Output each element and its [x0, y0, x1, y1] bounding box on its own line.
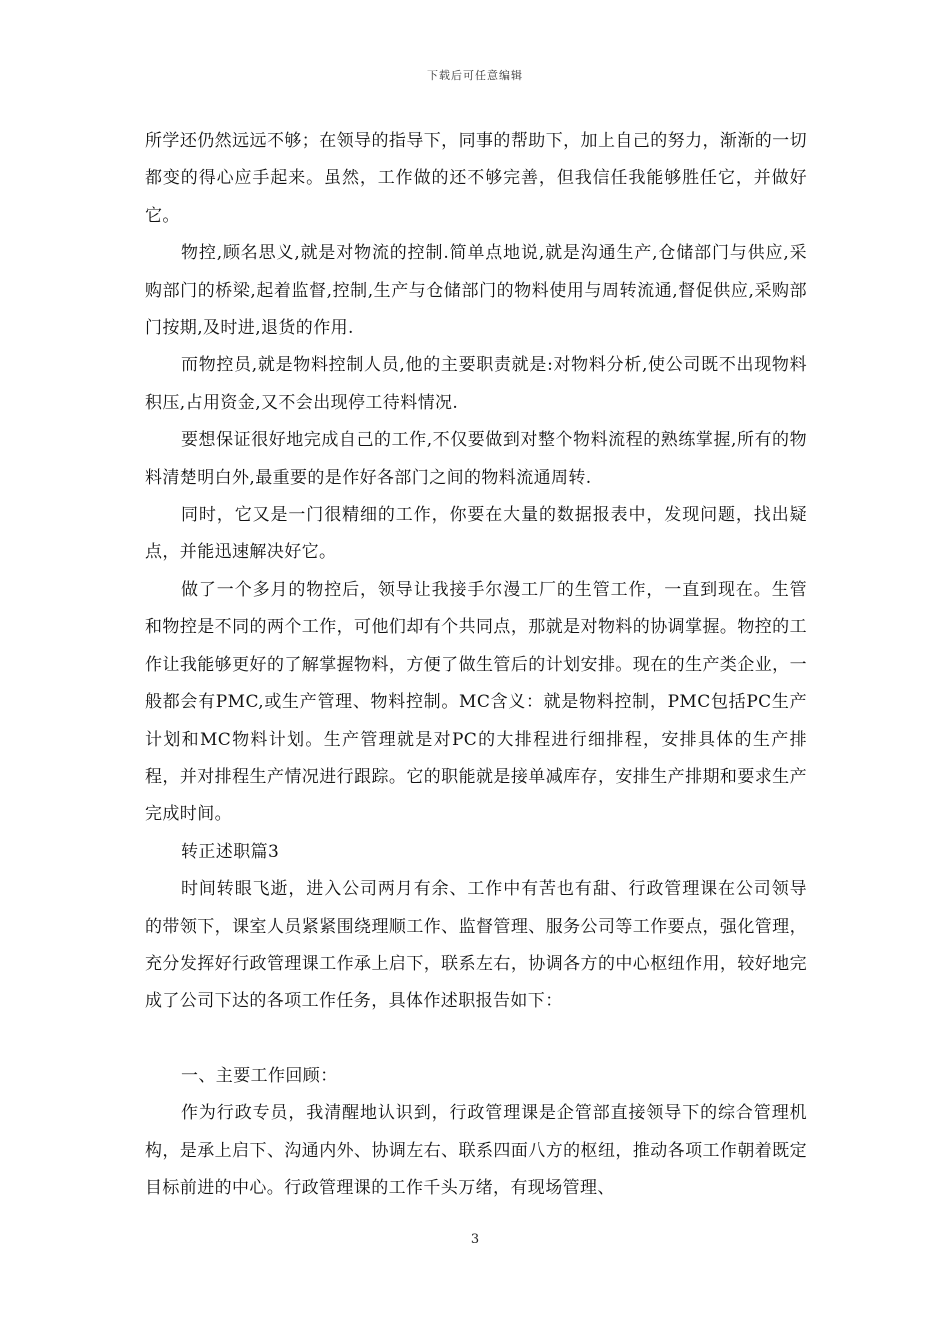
paragraph: 要想保证很好地完成自己的工作,不仅要做到对整个物料流程的熟练掌握,所有的物料清楚明白外,最重要的是作好各部门之间的物料流通周转. — [145, 430, 807, 488]
page-header: 下载后可任意编辑 — [427, 69, 523, 82]
paragraph: 所学还仍然远远不够；在领导的指导下，同事的帮助下，加上自己的努力，渐渐的一切都变的得心应手起来。虽然，工作做的还不够完善，但我信任我能够胜任它，并做好它。 — [145, 131, 807, 226]
paragraph: 而物控员,就是物料控制人员,他的主要职责就是:对物料分析,使公司既不出现物料积压,占用资金,又不会出现停工待料情况. — [145, 355, 807, 413]
paragraph: 物控,顾名思义,就是对物流的控制.简单点地说,就是沟通生产,仓储部门与供应,采购部门的桥梁,起着监督,控制,生产与仓储部门的物料使用与周转流通,督促供应,采购部门按期,及时进,退货的作用. — [145, 243, 807, 339]
page-number: 3 — [470, 1232, 480, 1247]
paragraph: 时间转眼飞逝，进入公司两月有余、工作中有苦也有甜、行政管理课在公司领导的带领下，课室人员紧紧围绕理顺工作、监督管理、服务公司等工作要点，强化管理，充分发挥好行政管理课工作承上启下，联系左右，协调各方的中心枢纽作用，较好地完成了公司下达的各项工作任务，具体作述职报告如下： — [145, 879, 807, 1012]
paragraph: 同时，它又是一门很精细的工作，你要在大量的数据报表中，发现问题，找出疑点，并能迅速解决好它。 — [145, 505, 807, 563]
paragraph: 做了一个多月的物控后，领导让我接手尔漫工厂的生管工作，一直到现在。生管和物控是不同的两个工作，可他们却有个共同点，那就是对物料的协调掌握。物控的工作让我能够更好的了解掌握物料，方便了做生管后的计划安排。现在的生产类企业，一般都会有PMC,或生产管理、物料控制。MC含义：就是物料控制，PMC包括PC生产计划和MC物料计划。生产管理就是对PC的大排程进行细排程，安排具体的生产排程，并对排程生产情况进行跟踪。它的职能就是接单减库存，安排生产排期和要求生产完成时间。 — [145, 579, 807, 825]
section-heading: 转正述职篇3 — [181, 841, 280, 862]
section-heading: 一、主要工作回顾： — [181, 1065, 338, 1086]
paragraph: 作为行政专员，我清醒地认识到，行政管理课是企管部直接领导下的综合管理机构，是承上启下、沟通内外、协调左右、联系四面八方的枢纽，推动各项工作朝着既定目标前进的中心。行政管理课的工作千头万绪，有现场管理、 — [145, 1103, 807, 1198]
document-body — [145, 123, 807, 1207]
